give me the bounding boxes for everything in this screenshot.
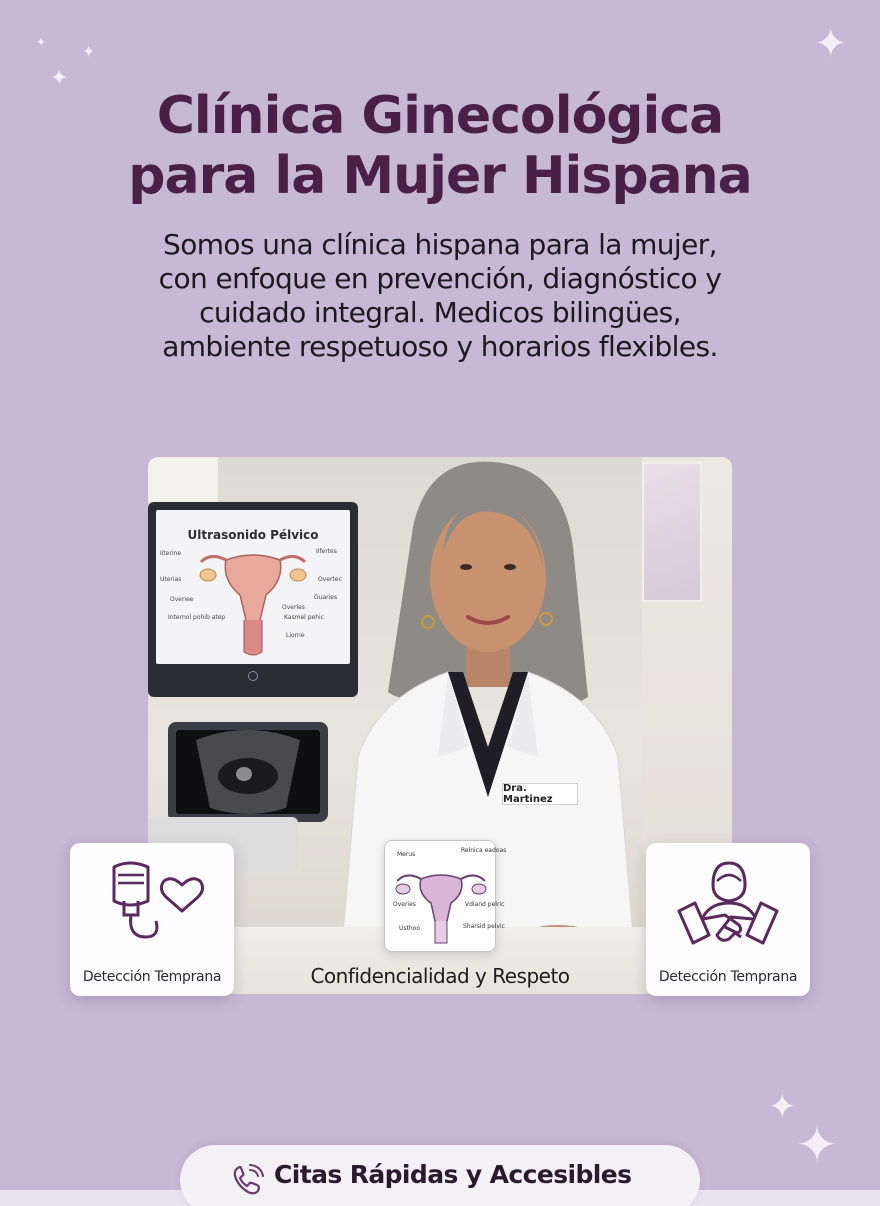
sparkle-icon: ✦ bbox=[796, 1116, 838, 1174]
monitor-label: Internol pohib atep bbox=[168, 614, 226, 621]
monitor-label: Liorne bbox=[286, 632, 305, 639]
name-badge bbox=[502, 783, 578, 805]
anatomy-label: Relnica eadoas bbox=[461, 847, 507, 854]
monitor-label: Guaries bbox=[314, 594, 338, 601]
phone-icon bbox=[230, 1162, 266, 1198]
title-line-2: para la Mujer Hispana bbox=[128, 146, 752, 206]
sparkle-icon: ✦ bbox=[814, 21, 848, 67]
page-title bbox=[0, 86, 880, 206]
anatomy-label: Vdiand pelric bbox=[465, 901, 505, 908]
feature-card-right-label: Detección Temprana bbox=[658, 969, 798, 985]
window bbox=[148, 457, 218, 502]
ultrasound-scan-image bbox=[176, 730, 320, 814]
description-line-1: Somos una clínica hispana para la mujer, bbox=[163, 228, 717, 261]
feature-card-left bbox=[70, 843, 234, 996]
description-line-2: con enfoque en prevención, diagnóstico y bbox=[158, 262, 722, 295]
ultrasound-heart-icon bbox=[100, 857, 210, 947]
description-line-4: ambiente respetuoso y horarios flexibles. bbox=[162, 330, 718, 363]
cta-label[interactable]: Citas Rápidas y Accesibles bbox=[274, 1160, 632, 1189]
monitor-label: Overles bbox=[282, 604, 305, 611]
anatomy-card bbox=[384, 840, 507, 952]
description-line-3: cuidado integral. Medicos bilingües, bbox=[199, 296, 681, 329]
feature-card-left-label: Detección Temprana bbox=[82, 969, 222, 985]
anatomy-label: Merus bbox=[397, 851, 416, 858]
anatomy-label: Sharsid pelvic bbox=[463, 923, 505, 930]
badge-text: Dra. Martinez bbox=[503, 783, 553, 805]
sparkle-icon: ✦ bbox=[50, 66, 69, 91]
handshake-woman-icon bbox=[673, 855, 783, 955]
anatomy-label: Usthoo bbox=[399, 925, 421, 932]
ultrasound-scan-icon bbox=[176, 730, 320, 814]
feature-card-right bbox=[646, 843, 810, 996]
sparkle-icon: ✦ bbox=[82, 42, 96, 61]
monitor-label: Uterias bbox=[160, 576, 182, 583]
page-description bbox=[90, 228, 790, 364]
power-icon bbox=[248, 671, 258, 681]
monitor-title: Ultrasonido Pélvico bbox=[187, 528, 319, 542]
sparkle-icon: ✦ bbox=[768, 1087, 797, 1127]
anatomy-card-label: Confidencialidad y Respeto bbox=[310, 964, 570, 988]
anatomy-label: Overies bbox=[393, 901, 416, 908]
monitor-label: Overtec bbox=[318, 576, 342, 583]
monitor-label: Overiee bbox=[170, 596, 194, 603]
monitor-label: Iiterine bbox=[160, 550, 182, 557]
monitor-label: Kasmel pehic bbox=[284, 614, 325, 621]
title-line-1: Clínica Ginecológica bbox=[156, 86, 724, 146]
sparkle-icon: ✦ bbox=[36, 35, 47, 49]
ultrasound-machine bbox=[168, 722, 328, 822]
monitor-label: Iifertes bbox=[316, 548, 337, 555]
